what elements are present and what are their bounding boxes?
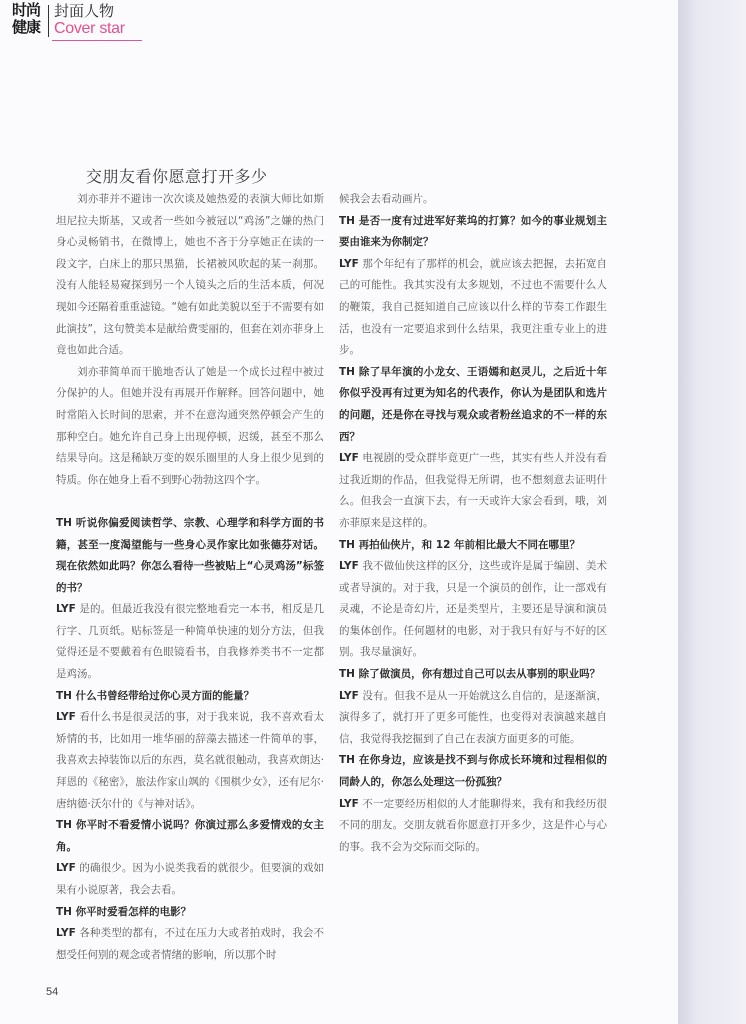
interview-question: TH 什么书曾经带给过你心灵方面的能量？ [56, 689, 255, 702]
answer-speaker: LYF [56, 927, 76, 940]
answer-speaker: LYF [339, 797, 359, 810]
section-title-cn: 封面人物 [54, 2, 115, 20]
interview-answer [56, 923, 324, 966]
interview-answer [339, 254, 607, 362]
logo-line-2: 健康 [12, 18, 41, 36]
interview-question: TH 除了早年演的小龙女、王语嫣和赵灵儿，之后近十年你似乎没再有过更为知名的代表作，你认为是团队和选片的问题，还是你在寻找与观众或者粉丝追求的不一样的东西？ [339, 365, 607, 443]
answer-text: 的确很少。因为小说类我看的就很少。但要演的戏如果有小说原著，我会去看。 [56, 862, 324, 896]
masthead-divider [48, 5, 49, 37]
interview-question: TH 你平时爱看怎样的电影？ [56, 905, 192, 918]
interview-question: TH 是否一度有过进军好莱坞的打算？如今的事业规划主要由谁来为你制定？ [339, 214, 607, 249]
interview-answer [339, 794, 607, 859]
magazine-logo [12, 2, 46, 36]
body-paragraph: 刘亦菲简单而干脆地否认了她是一个成长过程中被过分保护的人。但她并没有再展开作解释。回答问题中，她时常陷入长时间的思索，并不在意沟通突然停顿会产生的那种空白。她允许自己身上出现停顿，迟缓，甚至不那么结果导向。这是稀缺万变的娱乐圈里的人身上很少见到的特质。你在她身上看不到野心勃勃这四个字。 [56, 365, 324, 486]
page-edge-shadow [678, 0, 746, 1024]
body-paragraph: 刘亦菲并不避讳一次次谈及她热爱的表演大师比如斯坦尼拉夫斯基，又或者一些如今被冠以“鸡汤”之嫌的热门身心灵畅销书，在微博上，她也不吝于分享她正在读的一段文字，白床上的那只黑猫，长裙被风吹起的某一刹那。没有人能轻易窥探到另一个人镜头之后的生活本质，何况现如今还隔着重重滤镜。“她有如此美貌以至于不需要有如此演技”，这句赞美本是献给费雯丽的，但套在刘亦菲身上竟也如此合适。 [56, 193, 324, 357]
interview-answer [56, 599, 324, 685]
answer-speaker: LYF [339, 689, 359, 702]
answer-text: 没有。但我不是从一开始就这么自信的，是逐渐演，演得多了，就打开了更多可能性，也变得对表演越来越自信，我觉得我挖掘到了自己在表演方面更多的可能。 [339, 689, 607, 745]
answer-text: 那个年纪有了那样的机会，就应该去把握，去拓宽自己的可能性。我其实没有太多规划，不过也不需要什么人的鞭策，我自己挺知道自己应该以什么样的节奏工作跟生活，也没有一定要追求到什么结果，我更注重专业上的进步。 [339, 257, 607, 357]
interview-question: TH 你平时不看爱情小说吗？你演过那么多爱情戏的女主角。 [56, 819, 324, 853]
interview-question: TH 在你身边，应该是找不到与你成长环境和过程相似的同龄人的，你怎么处理这一份孤独？ [339, 754, 607, 789]
answer-text: 不一定要经历相似的人才能聊得来，我有和我经历很不同的朋友。交朋友就看你愿意打开多少，这是件心与心的事。我不会为交际而交际的。 [339, 797, 607, 853]
answer-text: 是的。但最近我没有很完整地看完一本书，相反是几行字、几页纸。贴标签是一种简单快速的划分方法，但我觉得还是不要戴着有色眼镜看书，自我修养类书不一定都是鸡汤。 [56, 603, 324, 681]
answer-speaker: LYF [56, 603, 76, 616]
interview-question: TH 再拍仙侠片，和 12 年前相比最大不同在哪里？ [339, 538, 581, 551]
page-number: 54 [46, 986, 59, 998]
answer-text: 各种类型的都有，不过在压力大或者拍戏时，我会不想受任何别的观念或者情绪的影响，所以那个时 [56, 927, 324, 961]
section-underline [52, 40, 142, 41]
answer-text: 我不做仙侠这样的区分，这些或许是属于编剧、美术或者导演的。对于我，只是一个演员的创作，让一部戏有灵魂，不论是奇幻片，还是类型片，主要还是导演和演员的集体创作。任何题材的电影，对于我只有好与不好的区别。我尽量演好。 [339, 560, 607, 659]
interview-answer [56, 858, 324, 901]
answer-speaker: LYF [56, 862, 76, 875]
interview-answer [56, 707, 324, 815]
logo-line-1: 时尚 [12, 1, 41, 19]
body-paragraph: 候我会去看动画片。 [339, 193, 434, 205]
masthead [12, 2, 142, 42]
answer-speaker: LYF [339, 560, 359, 573]
right-column [339, 189, 607, 858]
answer-speaker: LYF [339, 257, 359, 270]
answer-speaker: LYF [339, 452, 359, 465]
answer-text: 电视剧的受众群毕竟更广一些，其实有些人并没有看过我近期的作品，但我觉得无所谓，也不想刻意去证明什么。但我会一直演下去，有一天或许大家会看到，哦，刘亦菲原来是这样的。 [339, 452, 607, 529]
left-column [56, 189, 324, 966]
interview-answer [339, 556, 607, 664]
section-label [54, 2, 125, 38]
interview-answer [339, 448, 607, 534]
section-title-en: Cover star [54, 20, 125, 37]
interview-question: TH 除了做演员，你有想过自己可以去从事别的职业吗？ [339, 668, 601, 681]
answer-text: 看什么书是很灵活的事，对于我来说，我不喜欢看太矫情的书，比如用一堆华丽的辞藻去描述一件简单的事，我喜欢去掉装饰以后的东西，莫名就很触动，我喜欢朗达·拜恩的《秘密》，旅法作家山飒的《围棋少女》，还有尼尔·唐纳德·沃尔什的《与神对话》。 [56, 711, 324, 810]
interview-answer [339, 686, 607, 751]
answer-speaker: LYF [56, 711, 76, 724]
article-title: 交朋友看你愿意打开多少 [86, 167, 268, 186]
interview-question: TH 听说你偏爱阅读哲学、宗教、心理学和科学方面的书籍，甚至一度渴望能与一些身心灵作家比如张德芬对话。现在依然如此吗？你怎么看待一些被贴上“心灵鸡汤”标签的书？ [56, 516, 324, 594]
